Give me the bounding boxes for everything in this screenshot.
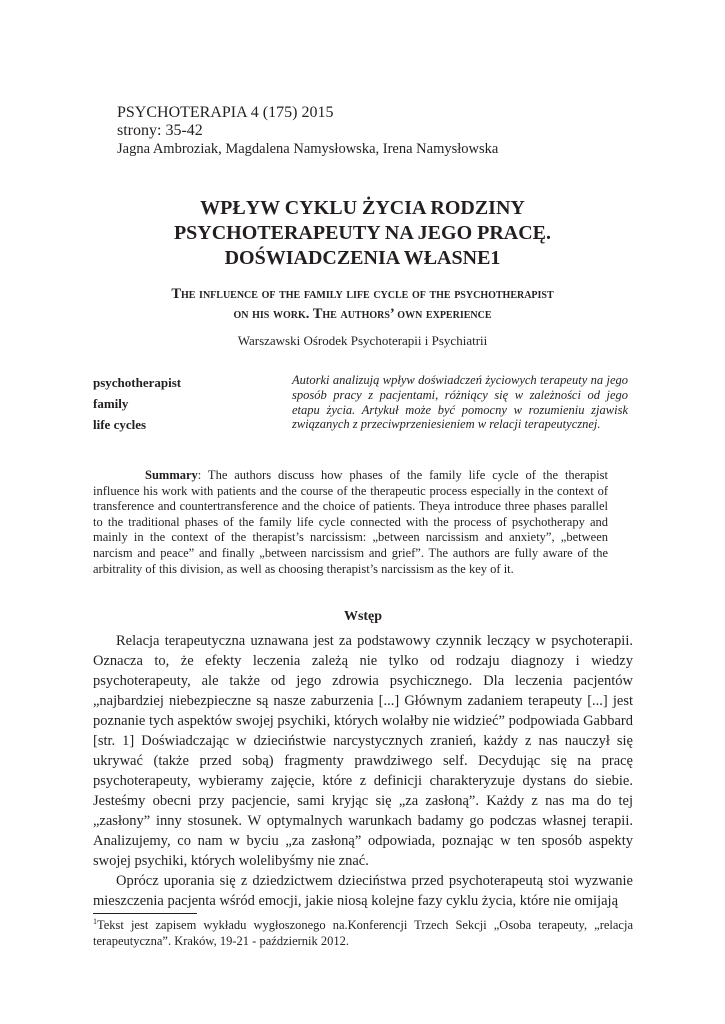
page-range: strony: 35-42 bbox=[117, 122, 203, 139]
footnote-mark: 1 bbox=[93, 916, 97, 926]
english-title bbox=[90, 284, 635, 324]
keyword: life cycles bbox=[93, 417, 147, 432]
article-title bbox=[100, 196, 625, 271]
body-text bbox=[93, 631, 633, 911]
article-header bbox=[117, 104, 498, 158]
footnote bbox=[93, 917, 633, 949]
journal-issue: PSYCHOTERAPIA 4 (175) 2015 bbox=[117, 104, 334, 121]
footnote-text: Tekst jest zapisem wykładu wygłoszonego na.Konferencji Trzech Sekcji „Osoba terapeuty, „relacja terapeutyczna”. Kraków, 19-21 - październik 2012. bbox=[93, 918, 633, 948]
footnote-divider bbox=[93, 913, 197, 914]
authors: Jagna Ambroziak, Magdalena Namysłowska, Irena Namysłowska bbox=[117, 141, 499, 157]
title-line-2: PSYCHOTERAPEUTY NA JEGO PRACĘ. bbox=[173, 222, 552, 244]
paragraph: Oprócz uporania się z dziedzictwem dzieciństwa przed psychoterapeutą stoi wyzwanie mieszczenia pacjenta wśród emocji, jakie niosą kolejne fazy cyklu życia, które nie omijają bbox=[93, 873, 633, 909]
affiliation: Warszawski Ośrodek Psychoterapii i Psychiatrii bbox=[237, 333, 488, 348]
paragraph: Relacja terapeutyczna uznawana jest za podstawowy czynnik leczący w psychoterapii. Oznacza to, że efekty leczenia zależą nie tylko od rodzaju diagnozy i wiedzy psychoterapeuty, ale także od jego zdrowia psychicznego. Dla leczenia pacjentów „najbardziej niebezpieczne są nasze zaburzenia [...] Głównym zadaniem terapeuty [...] jest poznanie tych aspektów swojej psychiki, których wolałby nie widzieć” podpowiada Gabbard [str. 1] Doświadczając w dzieciństwie narcystycznych zranień, każdy z nas nauczył się ukrywać (także przed sobą) fragmenty prawdziwego self. Decydując się na pracę psychoterapeuty, wybieramy zajęcie, które z definicji charakteryzuje dystans do siebie. Jesteśmy obecni przy pacjencie, sami kryjąc się „za zasłoną”. Każdy z nas ma do tej „zasłony” inny stosunek. W optymalnych warunkach badamy go podczas własnej terapii. Analizujemy, co nam w byciu „za zasłoną” odpowiada, poznając w ten sposób aspekty swojej psychiki, których wolelibyśmy nie znać. bbox=[93, 633, 633, 869]
abstract: Autorki analizują wpływ doświadczeń życiowych terapeuty na jego sposób pracy z pacjentami, różniący się w zależności od jego etapu życia. Artykuł może być pomocny w rozumieniu zjawisk związanych z przeciwprzeniesieniem w relacji terapeutycznej. bbox=[292, 373, 628, 432]
title-line-1: WPŁYW CYKLU ŻYCIA RODZINY bbox=[200, 197, 525, 219]
summary-text: : The authors discuss how phases of the family life cycle of the therapist influence his work with patients and the course of the therapeutic process especially in the context of transference and countertransference and the choice of patients. Theya introduce three phases parallel to the traditional phases of the family life cycle connected with the process of psychotherapy and mainly in the context of the therapist’s narcissism: „between narcissism and anxiety”, „between narcism and peace” and finally „between narcissism and grief”. The authors are fully aware of the arbitrality of this division, as well as choosing therapist’s narcissism as the key of it. bbox=[93, 468, 608, 576]
keywords bbox=[93, 372, 181, 435]
title-line-3: DOŚWIADCZENIA WŁASNE1 bbox=[224, 247, 501, 269]
summary bbox=[93, 468, 608, 577]
section-heading: Wstęp bbox=[343, 609, 383, 624]
summary-label: Summary bbox=[145, 468, 198, 482]
english-title-line-1: The influence of the family life cycle of the psychotherapist bbox=[171, 286, 554, 302]
english-title-line-2: on his work. The authors’ own experience bbox=[233, 306, 492, 322]
keyword: psychotherapist bbox=[93, 375, 182, 390]
keyword: family bbox=[93, 396, 129, 411]
